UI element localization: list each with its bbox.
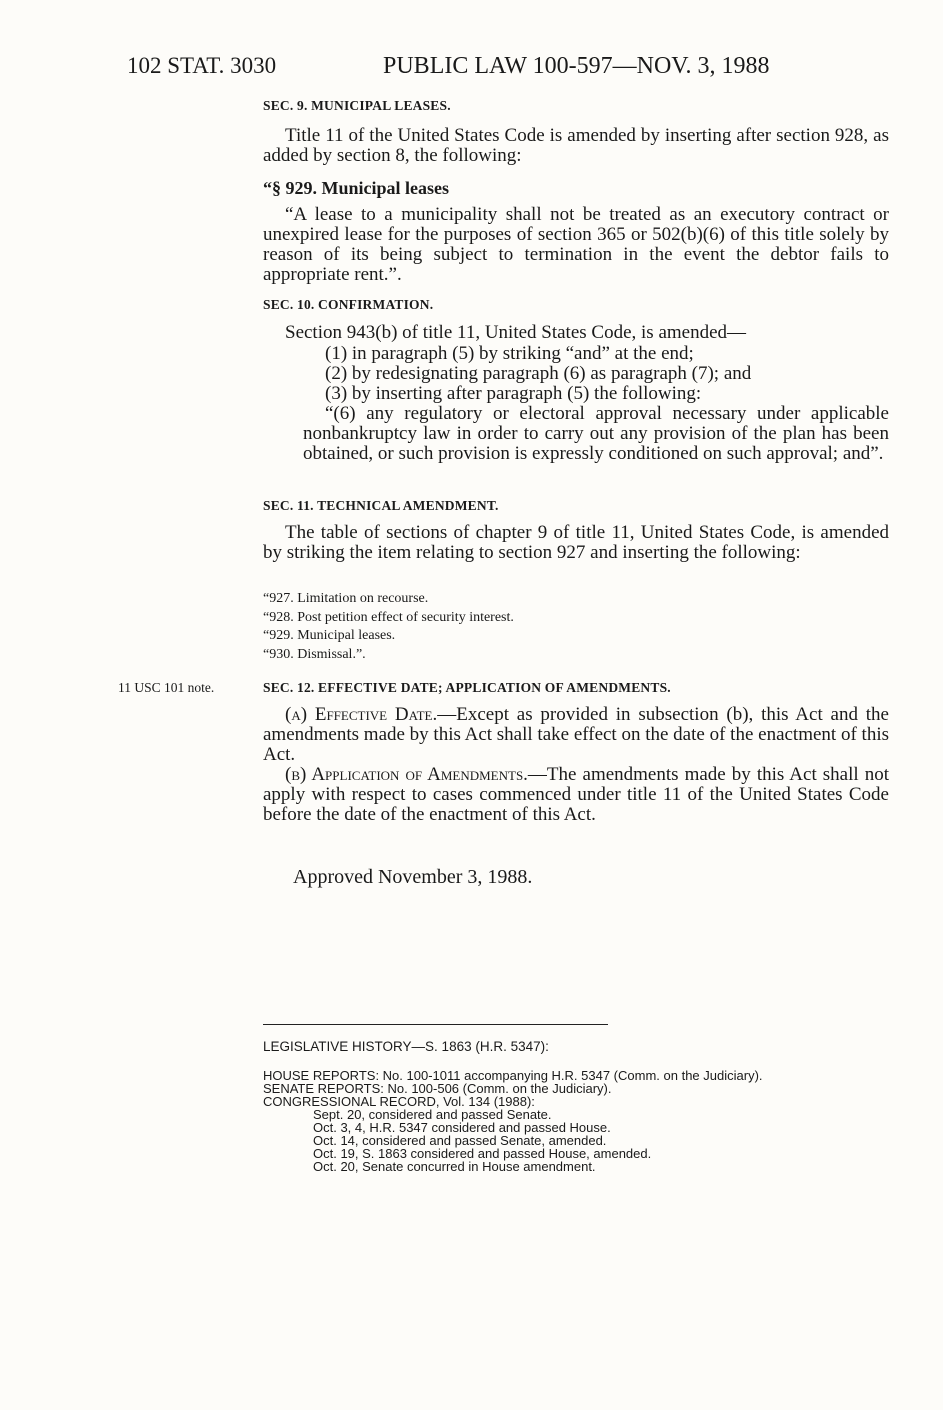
toc-item: “929. Municipal leases. xyxy=(263,628,396,643)
sec10-item-1: (1) in paragraph (5) by striking “and” at the end; xyxy=(325,343,694,364)
subsection-b-label: (b) Application of Amendments. xyxy=(285,764,528,785)
subsection-a-text: —Except as provided in subsection (b), this Act and the amendments made by this Act shall take effect on the date of the enactment of this Act. xyxy=(263,704,889,765)
sec10-item-3: (3) by inserting after paragraph (5) the following: xyxy=(325,383,702,404)
subsection-a-label: (a) Effective Date. xyxy=(285,704,438,725)
legislative-history xyxy=(263,1069,889,1173)
sec10-inserted-paragraph: “(6) any regulatory or electoral approval necessary under applicable nonbankruptcy law in order to carry out any provision of the plan has been obtained, or such provision is expressly conditioned on such approval; and”. xyxy=(303,403,889,464)
sec11-heading: SEC. 11. TECHNICAL AMENDMENT. xyxy=(263,498,499,513)
history-record-line: Oct. 3, 4, H.R. 5347 considered and passed House. xyxy=(313,1120,611,1135)
toc-item: “930. Dismissal.”. xyxy=(263,646,366,662)
history-record-line: Oct. 14, considered and passed Senate, amended. xyxy=(313,1133,607,1148)
sec10-heading: SEC. 10. CONFIRMATION. xyxy=(263,297,434,312)
sec12-subsection-b xyxy=(263,765,889,825)
legislative-history-title: LEGISLATIVE HISTORY—S. 1863 (H.R. 5347): xyxy=(263,1039,549,1054)
history-line: HOUSE REPORTS: No. 100-1011 accompanying H.R. 5347 (Comm. on the Judiciary). xyxy=(263,1068,763,1083)
table-of-sections xyxy=(263,590,889,664)
toc-item: “928. Post petition effect of security interest. xyxy=(263,609,514,625)
history-record-line: Oct. 20, Senate concurred in House amendment. xyxy=(313,1159,596,1174)
approval-date: Approved November 3, 1988. xyxy=(293,866,533,888)
sec11-paragraph: The table of sections of chapter 9 of title 11, United States Code, is amended by striking the item relating to section 927 and inserting the following: xyxy=(263,522,889,563)
history-record-line: Sept. 20, considered and passed Senate. xyxy=(313,1107,552,1122)
history-line: CONGRESSIONAL RECORD, Vol. 134 (1988): xyxy=(263,1094,535,1109)
margin-note: 11 USC 101 note. xyxy=(118,680,215,695)
page-title: PUBLIC LAW 100-597—NOV. 3, 1988 xyxy=(383,53,770,79)
sec12-heading: SEC. 12. EFFECTIVE DATE; APPLICATION OF AMENDMENTS. xyxy=(263,680,671,695)
history-record-line: Oct. 19, S. 1863 considered and passed House, amended. xyxy=(313,1146,652,1161)
sec10-paragraph: Section 943(b) of title 11, United States Code, is amended— xyxy=(285,322,747,343)
sec12-subsection-a xyxy=(263,705,889,765)
subsection-b-text: —The amendments made by this Act shall not apply with respect to cases commenced under title 11 of the United States Code before the date of the enactment of this Act. xyxy=(263,764,889,825)
history-line: SENATE REPORTS: No. 100-506 (Comm. on the Judiciary). xyxy=(263,1081,612,1096)
toc-item: “927. Limitation on recourse. xyxy=(263,591,429,606)
sec9-heading: SEC. 9. MUNICIPAL LEASES. xyxy=(263,98,451,113)
sec929-heading: “§ 929. Municipal leases xyxy=(263,178,450,198)
sec9-paragraph: Title 11 of the United States Code is amended by inserting after section 928, as added by section 8, the following: xyxy=(263,125,889,166)
stat-page-number: 102 STAT. 3030 xyxy=(127,53,277,78)
sec929-text: “A lease to a municipality shall not be treated as an executory contract or unexpired lease for the purposes of section 365 or 502(b)(6) of this title solely by reason of its being subject to termination in the event the debtor fails to appropriate rent.”. xyxy=(263,204,889,285)
divider xyxy=(263,1024,608,1025)
sec10-item-2: (2) by redesignating paragraph (6) as paragraph (7); and xyxy=(325,363,752,384)
